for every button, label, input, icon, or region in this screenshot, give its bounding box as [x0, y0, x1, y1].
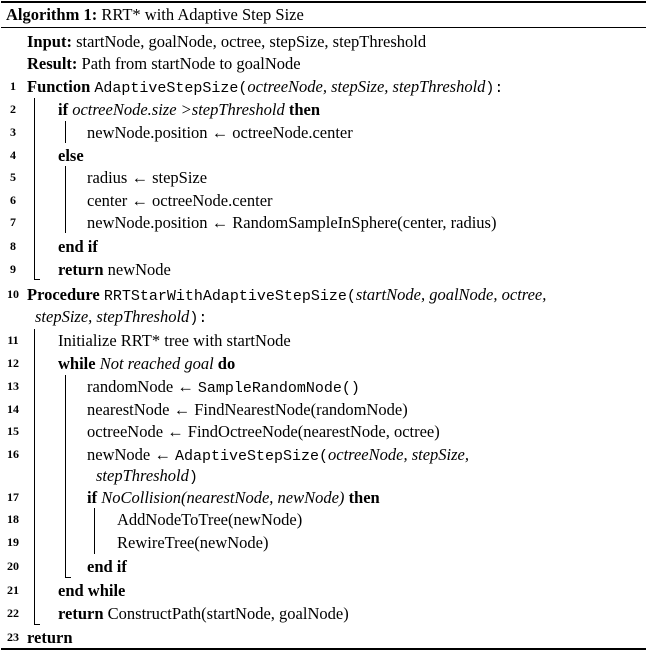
if-keyword: if	[58, 100, 69, 119]
line-number: 14	[7, 402, 19, 416]
then-keyword: then	[348, 488, 380, 507]
call-adaptive-step-size: AdaptiveStepSize(	[174, 448, 329, 465]
algo-line-20	[1, 555, 646, 578]
end-while-keyword: end while	[58, 581, 126, 600]
algo-line-13	[1, 375, 646, 398]
procedure-block-rule-end	[34, 624, 40, 625]
function-block-rule	[34, 98, 35, 279]
while-keyword: while	[58, 354, 96, 373]
line-number: 6	[10, 193, 16, 207]
result-line	[1, 52, 646, 75]
algo-line-4	[1, 144, 646, 167]
statement: RewireTree(newNode)	[117, 533, 269, 552]
procedure-name: RRTStarWithAdaptiveStepSize(	[103, 288, 356, 305]
function-block-rule-end	[34, 279, 40, 280]
then-keyword: then	[288, 100, 320, 119]
line-number: 15	[7, 424, 19, 438]
call-sample-random-node: SampleRandomNode()	[197, 380, 360, 397]
line-number: 8	[10, 239, 16, 253]
procedure-keyword: Procedure	[27, 285, 100, 304]
algo-line-19	[1, 531, 646, 554]
function-keyword: Function	[27, 77, 91, 96]
if-keyword: if	[87, 488, 98, 507]
algo-line-10	[1, 283, 646, 306]
else-keyword: else	[58, 146, 84, 165]
algo-line-9	[1, 258, 646, 281]
return-keyword: return	[27, 628, 73, 647]
line-number: 17	[7, 490, 19, 504]
function-close: ):	[485, 80, 504, 97]
procedure-close: ):	[189, 310, 208, 327]
statement: AddNodeToTree(newNode)	[117, 510, 303, 529]
statement: nearestNode ← FindNearestNode(randomNode)	[87, 400, 408, 419]
algo-line-10-continued	[1, 305, 646, 328]
statement: radius ← stepSize	[87, 168, 208, 187]
end-if-keyword: end if	[58, 237, 98, 256]
algo-line-2	[1, 98, 646, 121]
line-number: 20	[7, 559, 19, 573]
line-number: 23	[7, 630, 19, 644]
if-block-rule	[94, 508, 95, 554]
do-keyword: do	[217, 354, 236, 373]
line-number: 5	[10, 170, 16, 184]
call-close: )	[188, 469, 198, 486]
function-args: octreeNode, stepSize, stepThreshold	[247, 77, 486, 96]
algo-line-15	[1, 420, 646, 443]
line-number: 1	[10, 79, 16, 93]
algo-line-18	[1, 508, 646, 531]
algo-line-1	[1, 75, 646, 98]
line-number: 7	[10, 215, 16, 229]
algo-line-7	[1, 211, 646, 234]
line-number: 22	[7, 606, 19, 620]
line-number: 3	[10, 125, 16, 139]
line-number: 11	[7, 333, 19, 347]
input-line	[1, 30, 646, 53]
procedure-args: startNode, goalNode, octree,	[355, 285, 547, 304]
algo-line-17	[1, 486, 646, 509]
return-value: newNode	[107, 260, 171, 279]
algo-line-12	[1, 352, 646, 375]
algorithm-box	[1, 1, 646, 650]
return-keyword: return	[58, 604, 104, 623]
then-block-rule	[65, 121, 66, 143]
line-number: 21	[7, 583, 19, 597]
line-number: 16	[7, 447, 19, 461]
result-keyword: Result:	[27, 54, 78, 73]
while-block-rule-end	[65, 577, 71, 578]
end-if-keyword: end if	[87, 557, 127, 576]
input-keyword: Input:	[27, 32, 72, 51]
line-number: 19	[7, 535, 19, 549]
line-number: 18	[7, 512, 19, 526]
algo-line-6	[1, 189, 646, 212]
call-args: octreeNode, stepSize,	[328, 445, 469, 464]
caption-label: Algorithm 1:	[6, 5, 98, 24]
call-args-continued: stepThreshold	[96, 466, 189, 485]
line-number: 4	[10, 148, 16, 162]
while-block-rule	[65, 375, 66, 577]
line-number: 12	[7, 356, 19, 370]
line-number: 10	[7, 287, 19, 301]
algo-line-5	[1, 166, 646, 189]
line-number: 9	[10, 262, 16, 276]
else-block-rule	[65, 166, 66, 233]
assign-target: randomNode ←	[87, 377, 198, 396]
algo-line-22	[1, 602, 646, 625]
algo-line-16-continued	[1, 464, 646, 487]
algorithm-caption	[1, 3, 646, 28]
statement: center ← octreeNode.center	[87, 191, 273, 210]
statement: newNode.position ← octreeNode.center	[87, 123, 353, 142]
algo-line-14	[1, 398, 646, 421]
algo-line-21	[1, 579, 646, 602]
algo-line-8	[1, 235, 646, 258]
return-value: ConstructPath(startNode, goalNode)	[107, 604, 349, 623]
line-number: 2	[10, 102, 16, 116]
statement: Initialize RRT* tree with startNode	[58, 331, 291, 350]
line-number: 13	[7, 379, 19, 393]
if-condition: NoCollision(nearestNode, newNode)	[101, 488, 345, 507]
statement: octreeNode ← FindOctreeNode(nearestNode, octree)	[87, 422, 440, 441]
if-condition: octreeNode.size >stepThreshold	[72, 100, 285, 119]
function-name: AdaptiveStepSize(	[94, 80, 248, 97]
while-condition: Not reached goal	[99, 354, 214, 373]
result-text: Path from startNode to goalNode	[81, 54, 301, 73]
assign-target: newNode ←	[87, 445, 175, 464]
procedure-block-rule	[34, 329, 35, 624]
statement: newNode.position ← RandomSampleInSphere(center, radius)	[87, 213, 497, 232]
algo-line-11	[1, 329, 646, 352]
caption-title: RRT* with Adaptive Step Size	[101, 5, 304, 24]
return-keyword: return	[58, 260, 104, 279]
input-text: startNode, goalNode, octree, stepSize, stepThreshold	[76, 32, 427, 51]
algo-line-16	[1, 443, 646, 466]
algo-line-3	[1, 121, 646, 144]
algo-line-23	[1, 626, 646, 649]
procedure-args-continued: stepSize, stepThreshold	[35, 307, 190, 326]
